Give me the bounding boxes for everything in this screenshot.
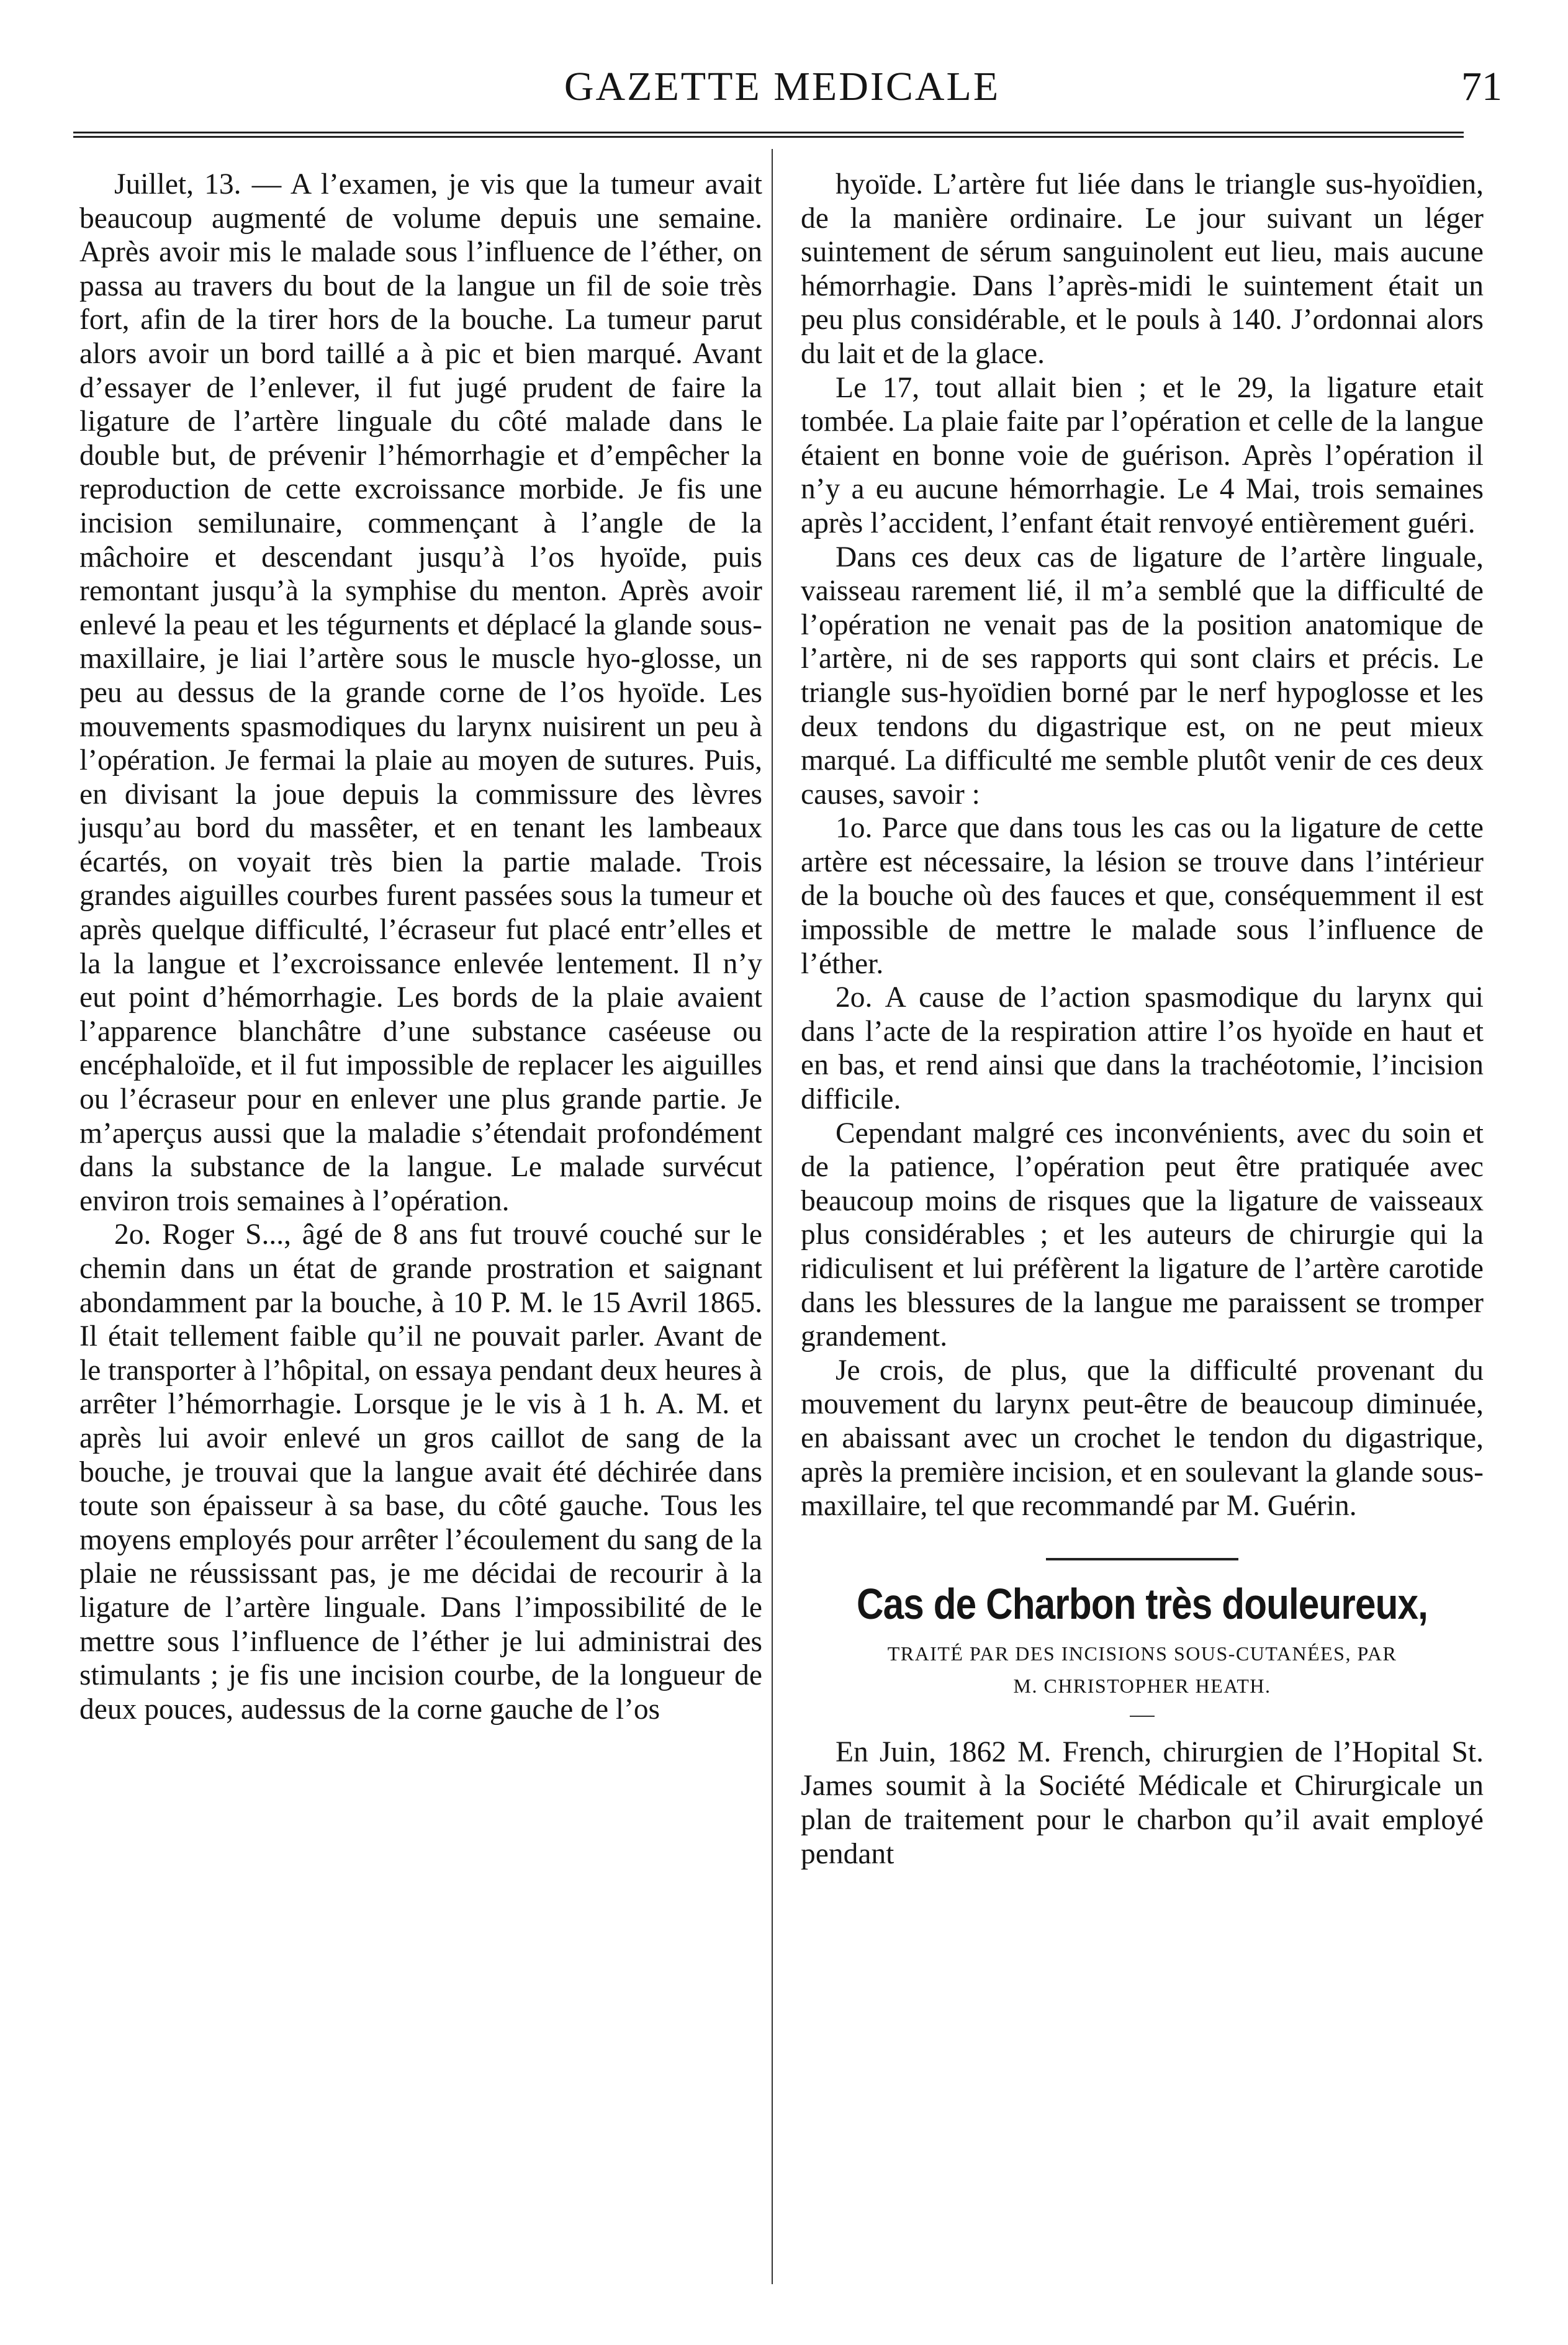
section-subtitle (801, 1637, 1484, 1702)
page-number: 71 (1461, 64, 1502, 109)
paragraph-en-juin: En Juin, 1862 M. French, chirurgien de l’Hopital St. James soumit à la Société Médicale et Chirurgicale un plan de traitement pour le charbon qu’il avait employé pendant (801, 1735, 1484, 1870)
section-dash (1130, 1716, 1155, 1717)
right-column (801, 168, 1484, 1871)
section-subtitle-line-1: TRAITÉ PAR DES INCISIONS SOUS-CUTANÉES, PAR (887, 1642, 1397, 1665)
section-rule (1046, 1558, 1238, 1560)
header-double-rule (73, 132, 1464, 138)
section-title: Cas de Charbon très douleureux, (856, 1579, 1428, 1628)
paragraph-continuation: hyoïde. L’artère fut liée dans le triangle sus-hyoïdien, de la manière ordinaire. Le jour suivant un léger suintement de sérum sanguinolent eut lieu, mais aucune hémorrhagie. Dans l’après-midi le suintement était un peu plus considérable, et le pouls à 140. J’ordonnai alors du lait et de la glace. (801, 168, 1484, 370)
paragraph-je-crois: Je crois, de plus, que la difficulté provenant du mouvement du larynx peut-être de beaucoup diminuée, en abaissant avec un crochet le tendon du digastrique, après la première incision, et en soulevant la glande sous-maxillaire, tel que recommandé par M. Guérin. (801, 1354, 1484, 1523)
left-column (79, 168, 762, 1726)
page-header (62, 62, 1502, 112)
column-divider (772, 149, 773, 2284)
paragraph-le-17: Le 17, tout allait bien ; et le 29, la ligature etait tombée. La plaie faite par l’opération et celle de la langue étaient en bonne voie de guérison. Après l’opération il n’y a eu aucune hémorrhagie. Le 4 Mai, trois semaines après l’accident, l’enfant était renvoyé entièrement guéri. (801, 371, 1484, 539)
running-title: GAZETTE MEDICALE (564, 64, 1001, 109)
paragraph-cause-2: 2o. A cause de l’action spasmodique du larynx qui dans l’acte de la respiration attire l’os hyoïde en haut et en bas, et rend ainsi que dans la trachéotomie, l’incision difficile. (801, 981, 1484, 1116)
paragraph-cependant: Cependant malgré ces inconvénients, avec du soin et de la patience, l’opération peut être pratiquée avec beaucoup moins de risques que la ligature de vaisseaux plus considérables ; et les auteurs de chirurgie qui la ridiculisent et lui préfèrent la ligature de l’artère carotide dans les blessures de la langue me paraissent se tromper grandement. (801, 1117, 1484, 1353)
paragraph-case-2: 2o. Roger S..., âgé de 8 ans fut trouvé couché sur le chemin dans un état de grande prostration et saignant abondamment par la bouche, à 10 P. M. le 15 Avril 1865. Il était tellement faible qu’il ne pouvait parler. Avant de le transporter à l’hôpital, on essaya pendant deux heures à arrêter l’hémorrhagie. Lorsque je le vis à 1 h. A. M. et après lui avoir enlevé un gros caillot de sang de la bouche, je trouvai que la langue avait été déchirée dans toute son épaisseur à sa base, du côté gauche. Tous les moyens employés pour arrêter l’écoulement du sang de la plaie ne réussissant pas, je me décidai de recourir à la ligature de l’artère linguale. Dans l’impossibilité de le mettre sous l’influence de l’éther je lui administrai des stimulants ; je fis une incision courbe, de la longueur de deux pouces, audessus de la corne gauche de l’os (79, 1218, 763, 1726)
paragraph-juillet-13: Juillet, 13. — A l’examen, je vis que la tumeur avait beaucoup augmenté de volume depuis une semaine. Après avoir mis le malade sous l’influence de l’éther, on passa au travers du bout de la langue un fil de soie très fort, afin de la tirer hors de la bouche. La tumeur parut alors avoir un bord taillé a à pic et bien marqué. Avant d’essayer de l’enlever, il fut jugé prudent de faire la ligature de l’artère linguale du côté malade dans le double but, de prévenir l’hémorrhagie et d’empêcher la reproduction de cette excroissance morbide. Je fis une incision semilunaire, commençant à l’angle de la mâchoire et descendant jusqu’à l’os hyoïde, puis remontant jusqu’à la symphise du menton. Après avoir enlevé la peau et les tégurnents et déplacé la glande sous-maxillaire, je liai l’artère sous le muscle hyo-glosse, un peu au dessus de la grande corne de l’os hyoïde. Les mouvements spasmodiques du larynx nuisirent un peu à l’opération. Je fermai la plaie au moyen de sutures. Puis, en divisant la joue depuis la commissure des lèvres jusqu’au bord du massêter, et en tenant les lambeaux écartés, on voyait très bien la partie malade. Trois grandes aiguilles courbes furent passées sous la tumeur et après quelque difficulté, l’écraseur fut placé entr’elles et la la langue et l’excroissance enlevée lentement. Il n’y eut point d’hémorrhagie. Les bords de la plaie avaient l’apparence blanchâtre d’une substance caséeuse ou encéphaloïde, et il fut impossible de replacer les aiguilles ou l’écraseur pour en enlever une plus grande partie. Je m’aperçus aussi que la maladie s’étendait profondément dans la substance de la langue. Le malade survécut environ trois semaines à l’opération. (79, 168, 762, 1217)
section-subtitle-line-2: M. CHRISTOPHER HEATH. (1013, 1674, 1271, 1697)
paragraph-cause-1: 1o. Parce que dans tous les cas ou la ligature de cette artère est nécessaire, la lésion se trouve dans l’intérieur de la bouche où des fauces et que, conséquemment il est impossible de mettre le malade sous l’influence de l’éther. (801, 812, 1484, 980)
paragraph-discussion: Dans ces deux cas de ligature de l’artère linguale, vaisseau rarement lié, il m’a semblé que la difficulté de l’opération ne venait pas de la position anatomique de l’artère, ni de ses rapports qui sont clairs et précis. Le triangle sus-hyoïdien borné par le nerf hypoglosse et les deux tendons du digastrique est, on ne peut mieux marqué. La difficulté me semble plutôt venir de ces deux causes, savoir : (801, 541, 1484, 811)
